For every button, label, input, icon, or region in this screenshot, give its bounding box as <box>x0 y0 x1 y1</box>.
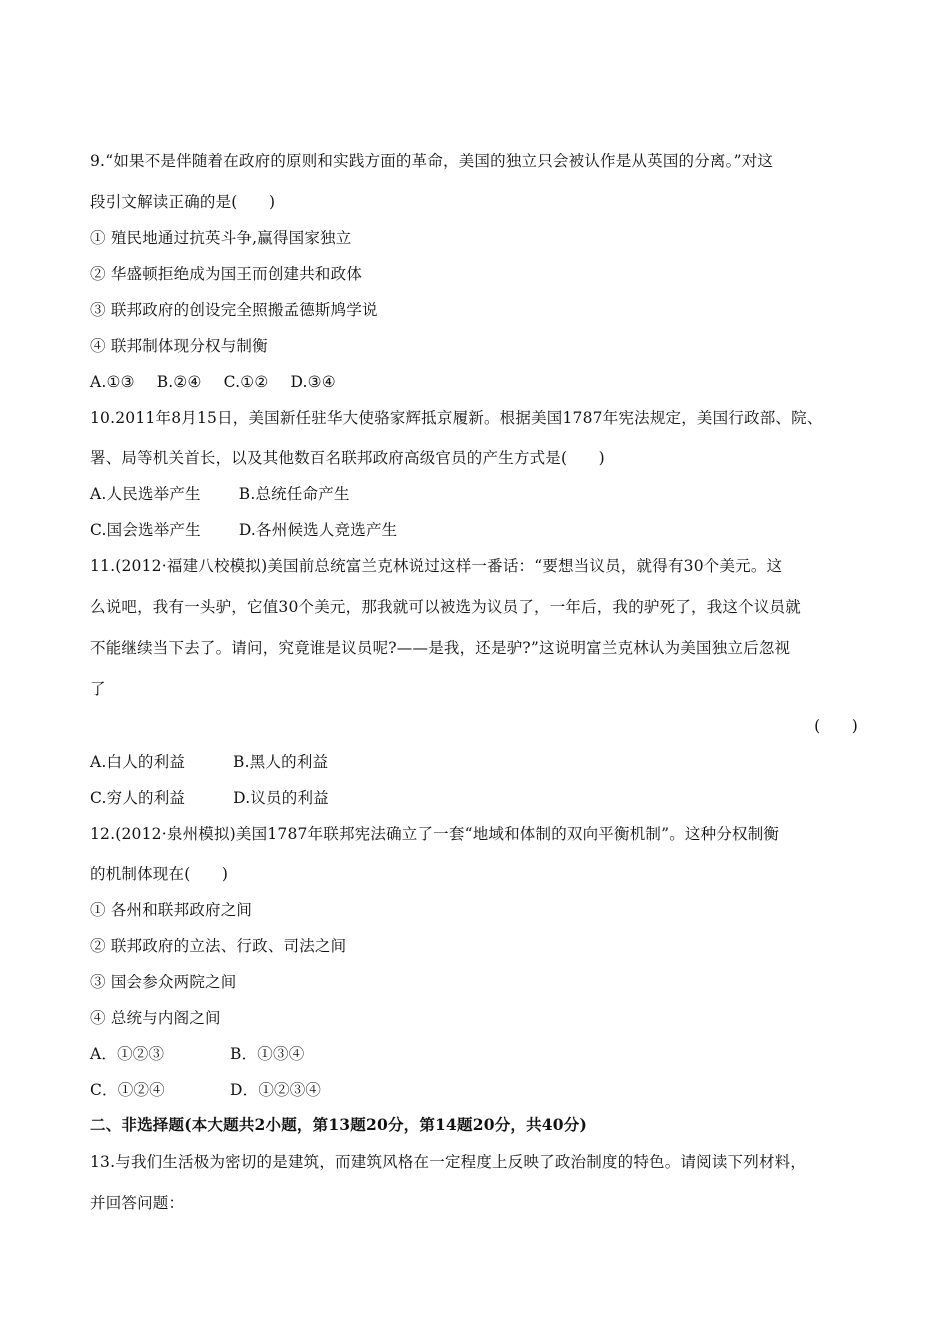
q12-stem-line-1: 12.(2012·泉州模拟)美国1787年联邦宪法确立了一套“地域和体制的双向平衡机制”。这种分权制衡 <box>90 825 780 843</box>
q10-choice-b: B.总统任命产生 <box>238 485 350 503</box>
q11-stem-line-2: 么说吧，我有一头驴，它值30个美元，那我就可以被选为议员了，一年后，我的驴死了，我这个议员就 <box>90 598 801 616</box>
q11-choice-b: B.黑人的利益 <box>233 753 329 771</box>
q9-choice-d: D.③④ <box>290 373 336 391</box>
q13-stem-line-1: 13.与我们生活极为密切的是建筑，而建筑风格在一定程度上反映了政治制度的特色。请阅读下列材料， <box>90 1153 807 1171</box>
q12-choice-d: D．①②③④ <box>230 1081 322 1099</box>
q10-stem-line-1: 10.2011年8月15日，美国新任驻华大使骆家辉抵京履新。根据美国1787年宪法规定，美国行政部、院、 <box>90 409 823 427</box>
q9-item-2: ② 华盛顿拒绝成为国王而创建共和政体 <box>90 265 363 283</box>
q11-stem-line-3: 不能继续当下去了。请问，究竟谁是议员呢?——是我，还是驴?”这说明富兰克林认为美国独立后忽视 <box>90 639 791 657</box>
q10-choice-d: D.各州候选人竞选产生 <box>238 521 398 539</box>
q12-stem-line-2: 的机制体现在( ) <box>90 865 229 883</box>
section-2-heading: 二、非选择题(本大题共2小题，第13题20分，第14题20分，共40分) <box>90 1115 588 1134</box>
q12-choice-b: B．①③④ <box>230 1045 305 1063</box>
q10-choice-a: A.人民选举产生 <box>90 485 201 503</box>
q9-stem-line-2: 段引文解读正确的是( ) <box>90 193 276 211</box>
q9-item-3: ③ 联邦政府的创设完全照搬孟德斯鸠学说 <box>90 301 378 319</box>
q12-item-4: ④ 总统与内阁之间 <box>90 1009 221 1027</box>
q9-item-1: ① 殖民地通过抗英斗争,赢得国家独立 <box>90 229 352 247</box>
q9-choices <box>90 372 336 392</box>
q11-choice-c: C.穷人的利益 <box>90 789 186 807</box>
q12-item-2: ② 联邦政府的立法、行政、司法之间 <box>90 937 347 955</box>
q10-choices-row-2 <box>90 520 397 540</box>
q9-choice-c: C.①② <box>223 373 269 391</box>
q9-item-4: ④ 联邦制体现分权与制衡 <box>90 337 268 355</box>
q10-choices-row-1 <box>90 484 350 504</box>
q9-choice-b: B.②④ <box>156 373 202 391</box>
q11-choices-row-1 <box>90 752 328 772</box>
q11-stem-line-1: 11.(2012·福建八校模拟)美国前总统富兰克林说过这样一番话：“要想当议员，就得有30个美元。这 <box>90 557 783 575</box>
q12-choice-c: C．①②④ <box>90 1081 165 1099</box>
q10-choice-c: C.国会选举产生 <box>90 521 201 539</box>
q12-item-1: ① 各州和联邦政府之间 <box>90 901 253 919</box>
q9-stem-line-1: 9.“如果不是伴随着在政府的原则和实践方面的革命，美国的独立只会被认作是从英国的分离。”对这 <box>90 152 774 170</box>
q12-item-3: ③ 国会参众两院之间 <box>90 973 237 991</box>
q12-choices-row-2 <box>90 1080 321 1100</box>
q11-choice-d: D.议员的利益 <box>233 789 329 807</box>
q11-answer-blank: ( ) <box>814 717 858 735</box>
q13-stem-line-2: 并回答问题： <box>90 1194 185 1212</box>
q11-choice-a: A.白人的利益 <box>90 753 186 771</box>
q12-choice-a: A．①②③ <box>90 1045 165 1063</box>
q11-stem-line-4: 了 <box>90 680 106 698</box>
q12-choices-row-1 <box>90 1044 304 1064</box>
q10-stem-line-2: 署、局等机关首长，以及其他数百名联邦政府高级官员的产生方式是( ) <box>90 449 605 467</box>
q11-choices-row-2 <box>90 788 329 808</box>
q9-choice-a: A.①③ <box>90 373 135 391</box>
